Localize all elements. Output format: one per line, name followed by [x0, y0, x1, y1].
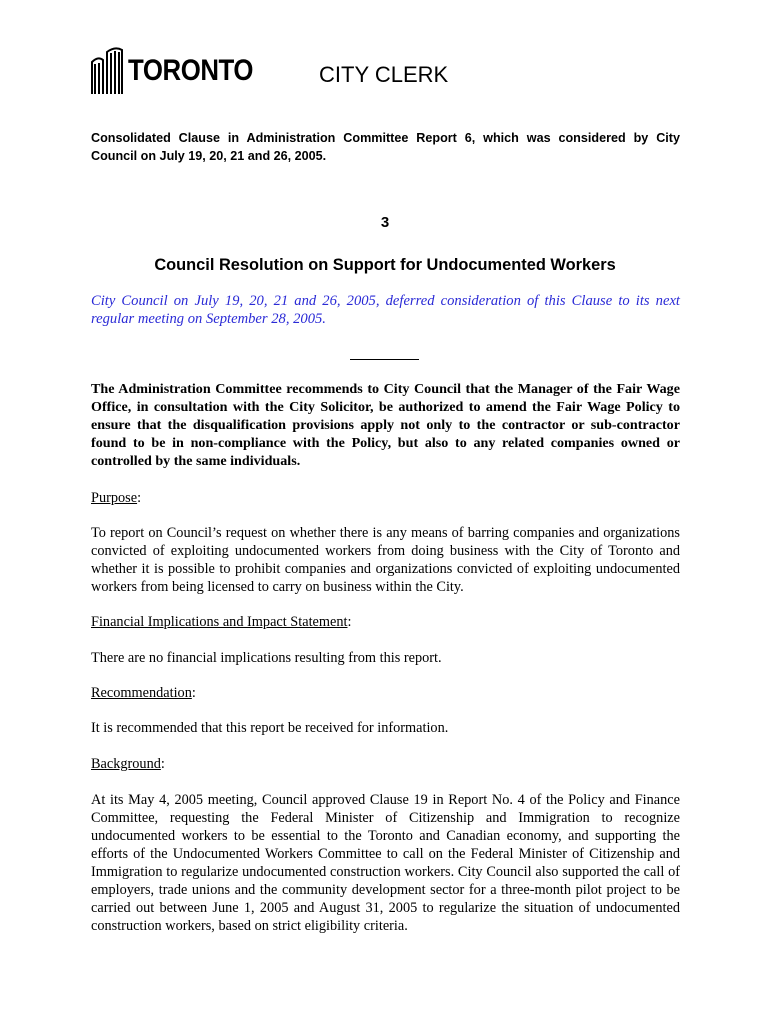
- background-body: At its May 4, 2005 meeting, Council approved Clause 19 in Report No. 4 of the Policy and Finance Committee, requesting the Federal Minister of Citizenship and Immigration to recognize undocumented workers to be essential to the Toronto and Canadian economy, and supporting the efforts of the Undocumented Workers Committee to call on the Federal Minister of Citizenship and Immigration to regularize undocumented construction workers. City Council also supported the call of employers, trade unions and the community development sector for a three-month pilot project to be carried out between June 1, 2005 and August 31, 2005 to regularize the situation of undocumented construction workers, based on strict eligibility criteria.: [91, 792, 680, 934]
- purpose-heading-text: Purpose: [91, 490, 138, 506]
- deferral-note: City Council on July 19, 20, 21 and 26, 2005, deferred consideration of this Clause to its next regular meeting on September 28, 2005.: [91, 293, 680, 327]
- heading-colon: :: [137, 490, 142, 506]
- recommendation-heading-text: Recommendation: [91, 685, 192, 701]
- city-hall-icon: [90, 44, 130, 98]
- section-divider: [350, 359, 419, 360]
- financial-heading: [91, 613, 351, 631]
- background-heading: [91, 755, 165, 773]
- purpose-heading: [91, 489, 141, 507]
- clause-title: Council Resolution on Support for Undocumented Workers: [154, 256, 616, 274]
- heading-colon: :: [191, 685, 196, 701]
- purpose-body: To report on Council’s request on whether there is any means of barring companies and organizations convicted of exploiting undocumented workers from doing business with the City of Toronto and whether it is possible to prohibit companies and organizations convicted of exploiting undocumented workers from being licensed to carry on business within the City.: [91, 525, 680, 595]
- background-heading-text: Background: [91, 756, 161, 772]
- recommendation-body: It is recommended that this report be received for information.: [91, 720, 449, 736]
- clause-number: 3: [380, 214, 390, 231]
- logo-wordmark: TORONTO: [128, 54, 254, 87]
- consolidated-clause-note: Consolidated Clause in Administration Committee Report 6, which was considered by City Council on July 19, 20, 21 and 26, 2005.: [91, 131, 680, 163]
- financial-heading-text: Financial Implications and Impact Statement: [91, 614, 348, 630]
- heading-colon: :: [347, 614, 352, 630]
- recommendation-heading: [91, 684, 196, 702]
- heading-colon: :: [160, 756, 165, 772]
- toronto-logo: [90, 44, 254, 98]
- office-title: CITY CLERK: [319, 62, 449, 87]
- financial-body: There are no financial implications resulting from this report.: [91, 650, 442, 666]
- committee-recommendation: The Administration Committee recommends to City Council that the Manager of the Fair Wage Office, in consultation with the City Solicitor, be authorized to amend the Fair Wage Policy to ensure that the disqualification provisions apply not only to the contractor or sub-contractor found to be in non-compliance with the Policy, but also to any related companies owned or controlled by the same individuals.: [91, 381, 680, 469]
